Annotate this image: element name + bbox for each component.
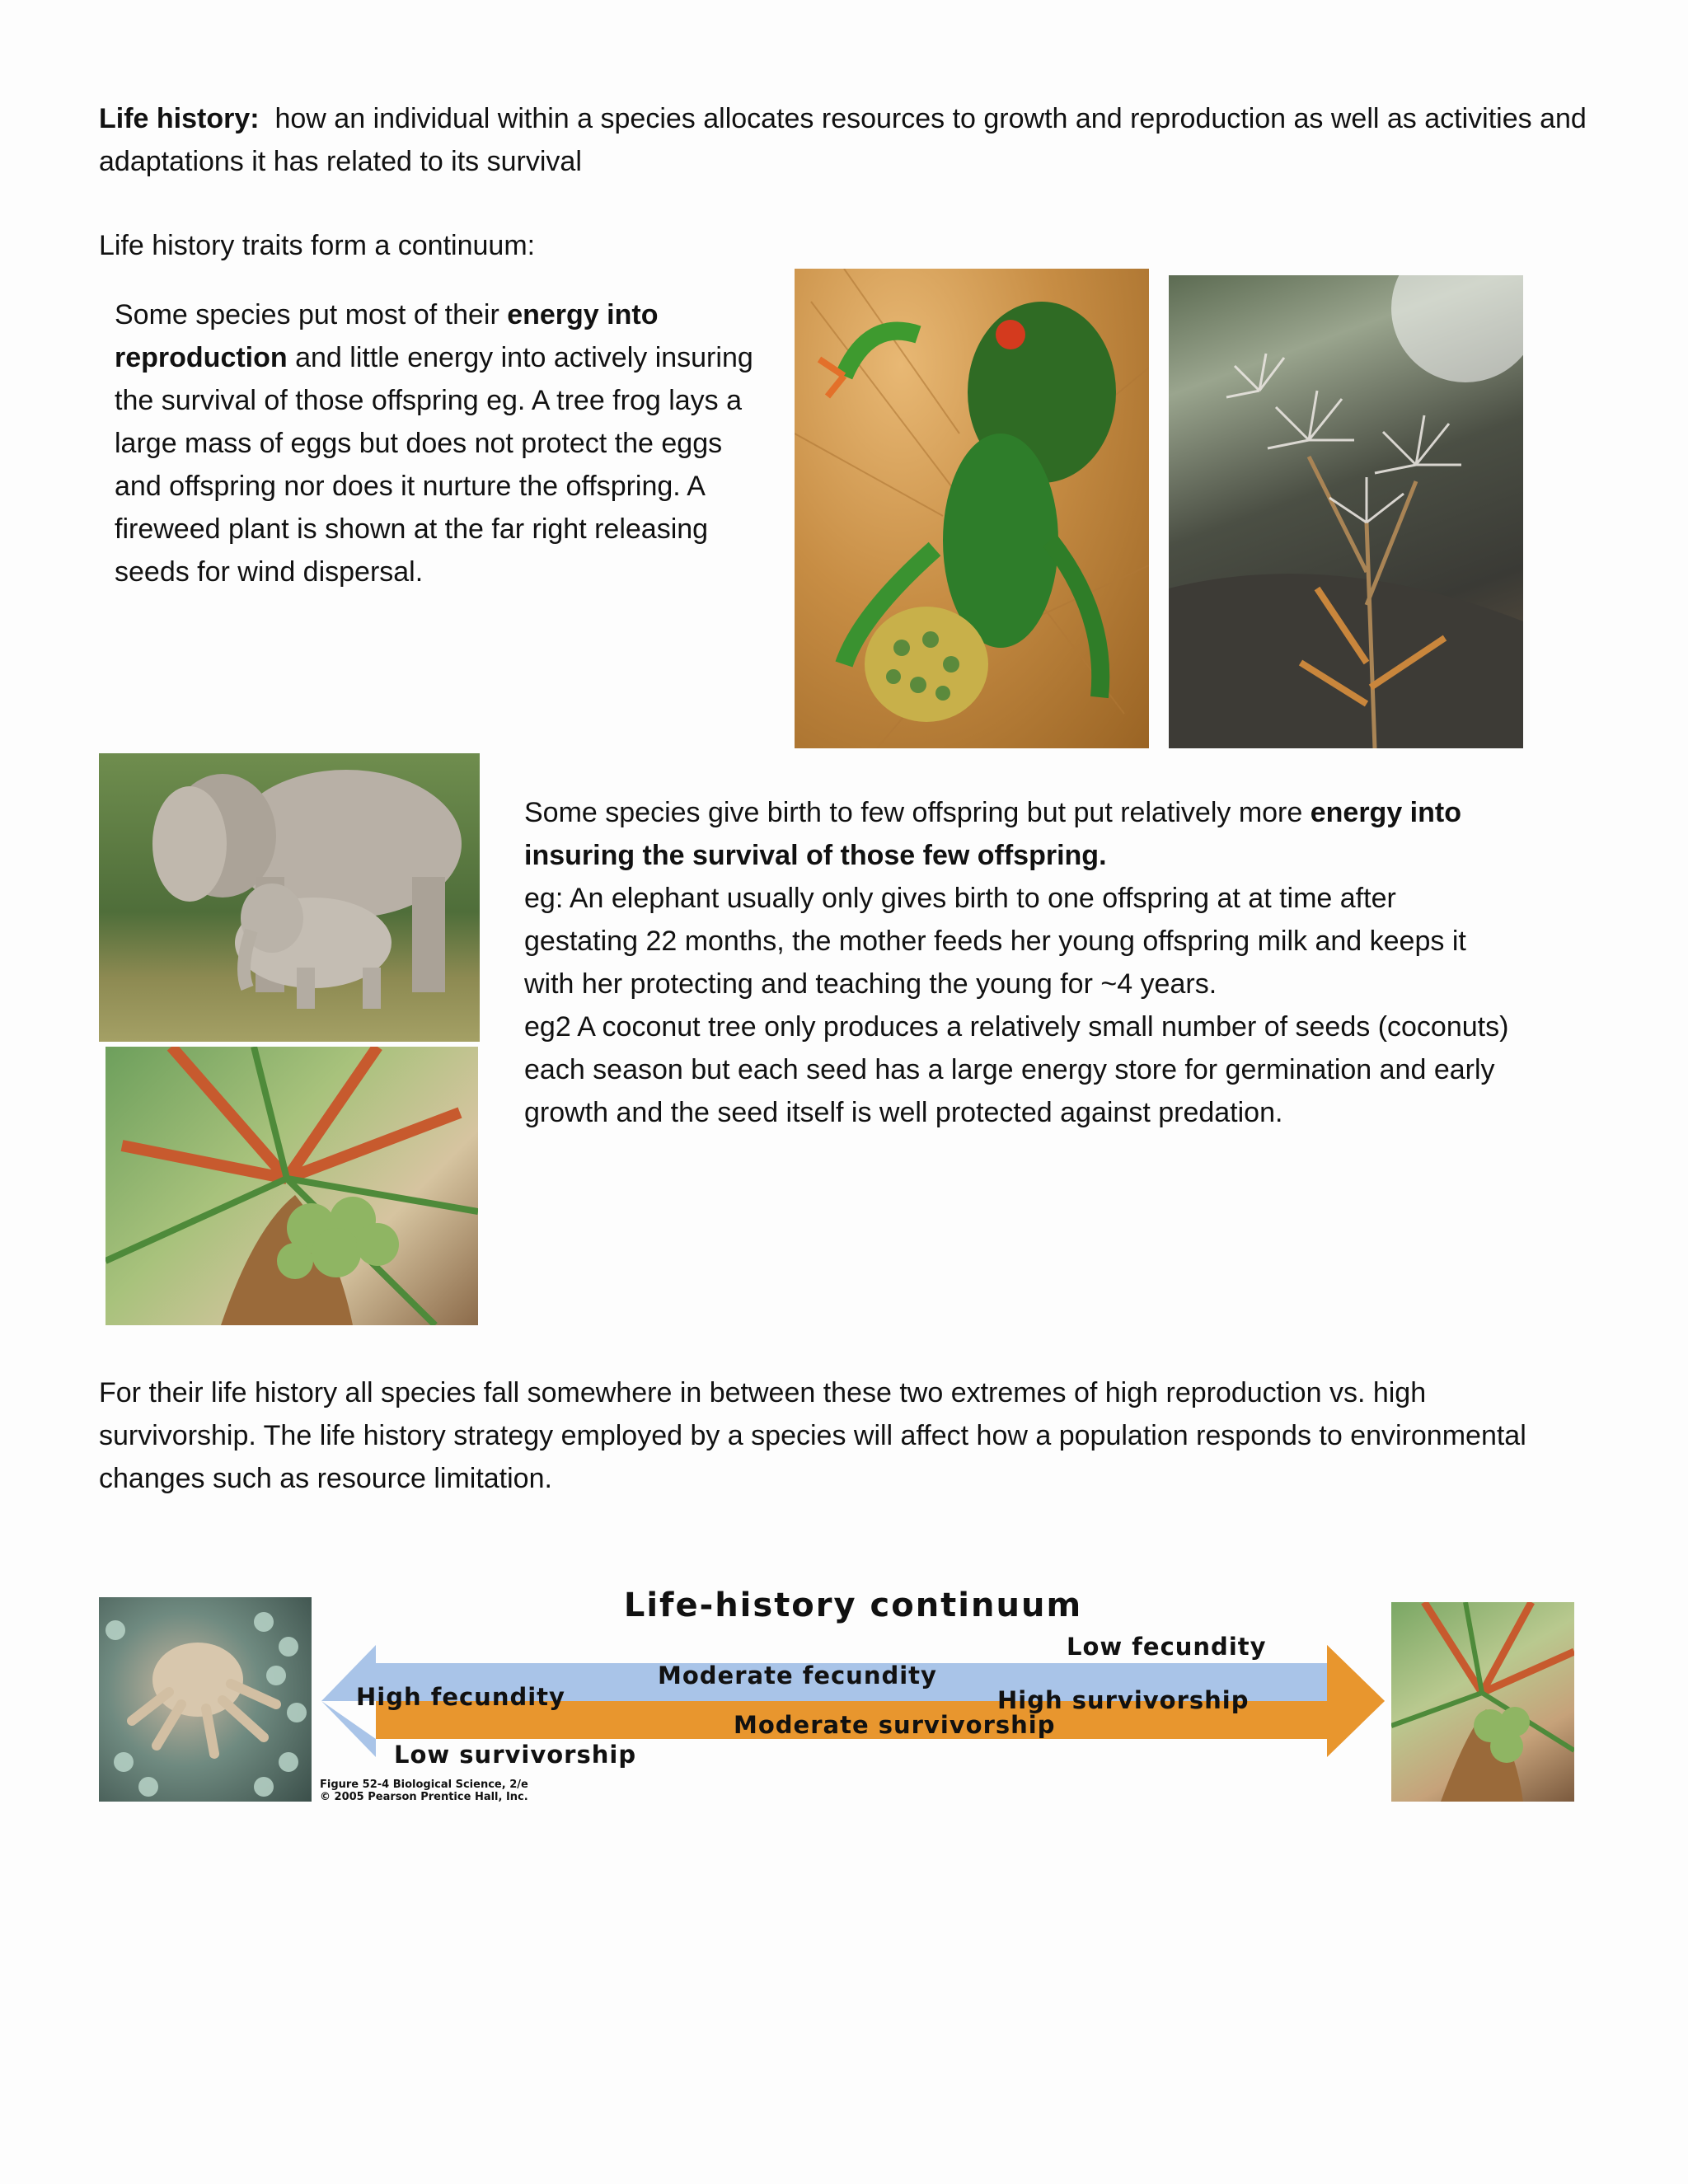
low-fecundity-label: Low fecundity [1067,1633,1267,1661]
fireweed-photo [1169,275,1523,748]
continuum-title: Life-history continuum [623,1586,1083,1624]
low-survivorship-label: Low survivorship [394,1741,637,1769]
tree-frog-photo [795,269,1149,748]
reproduction-paragraph: Some species put most of their energy into reproduction and little energy into actively insuring the survival of those offspring eg. A tree frog lays a large mass of eggs but does not protect the eggs and offspring nor does it nurture the offspring. A fireweed plant is shown at the far right releasing seeds for wind dispersal. [115,299,753,588]
reproduction-emphasis: energy into reproduction [115,299,659,373]
coconut-tree-photo [106,1047,478,1325]
coconut-photo-small [1391,1602,1574,1802]
high-fecundity-label: High fecundity [356,1683,565,1711]
moderate-fecundity-label: Moderate fecundity [658,1661,937,1690]
high-survivorship-label: High survivorship [997,1686,1250,1714]
figure-credit: Figure 52-4 Biological Science, 2/e © 2005 Pearson Prentice Hall, Inc. [320,1779,528,1803]
continuum-intro: Life history traits form a continuum: [99,230,536,261]
moderate-survivorship-label: Moderate survivorship [734,1711,1056,1739]
crab-illustration [99,1597,312,1802]
tree-frog-illustration [795,269,1149,748]
definition-text: how an individual within a species allocates resources to growth and reproduction as well as activities and adaptations it has related to its survival [99,103,1587,177]
crab-photo [99,1597,312,1802]
definition-paragraph [99,97,1599,183]
elephant-illustration [99,753,480,1042]
coconut-example: eg2 A coconut tree only produces a relatively small number of seeds (coconuts) each season but each seed has a large energy store for germination and early growth and the seed itself is well protected against predation. [524,1011,1509,1128]
elephant-example: eg: An elephant usually only gives birth to one offspring at at time after gestating 22 months, the mother feeds her young offspring milk and keeps it with her protecting and teaching the young for ~4 years. [524,883,1466,1000]
survival-emphasis: energy into insuring the survival of those few offspring. [524,797,1461,871]
survival-paragraph: Some species give birth to few offspring but put relatively more energy into insuring the survival of those few offspring. eg: An elephant usually only gives birth to one offspring at at time after gestating 22 months, the mother feeds her young offspring milk and keeps it with her protecting and teaching the young for ~4 years. eg2 A coconut tree only produces a relatively small number of seeds (coconuts) each season but each seed has a large energy store for germination and early growth and the seed itself is well protected against predation. [524,797,1509,1128]
elephant-photo [99,753,480,1042]
summary-paragraph: For their life history all species fall somewhere in between these two extremes of high reproduction vs. high survivorship. The life history strategy employed by a species will affect how a population responds to environmental changes such as resource limitation. [99,1377,1526,1494]
definition-term: Life history: [99,103,260,134]
coconut-small-illustration [1391,1602,1574,1802]
coconut-tree-illustration [106,1047,478,1325]
fireweed-illustration [1169,275,1523,748]
